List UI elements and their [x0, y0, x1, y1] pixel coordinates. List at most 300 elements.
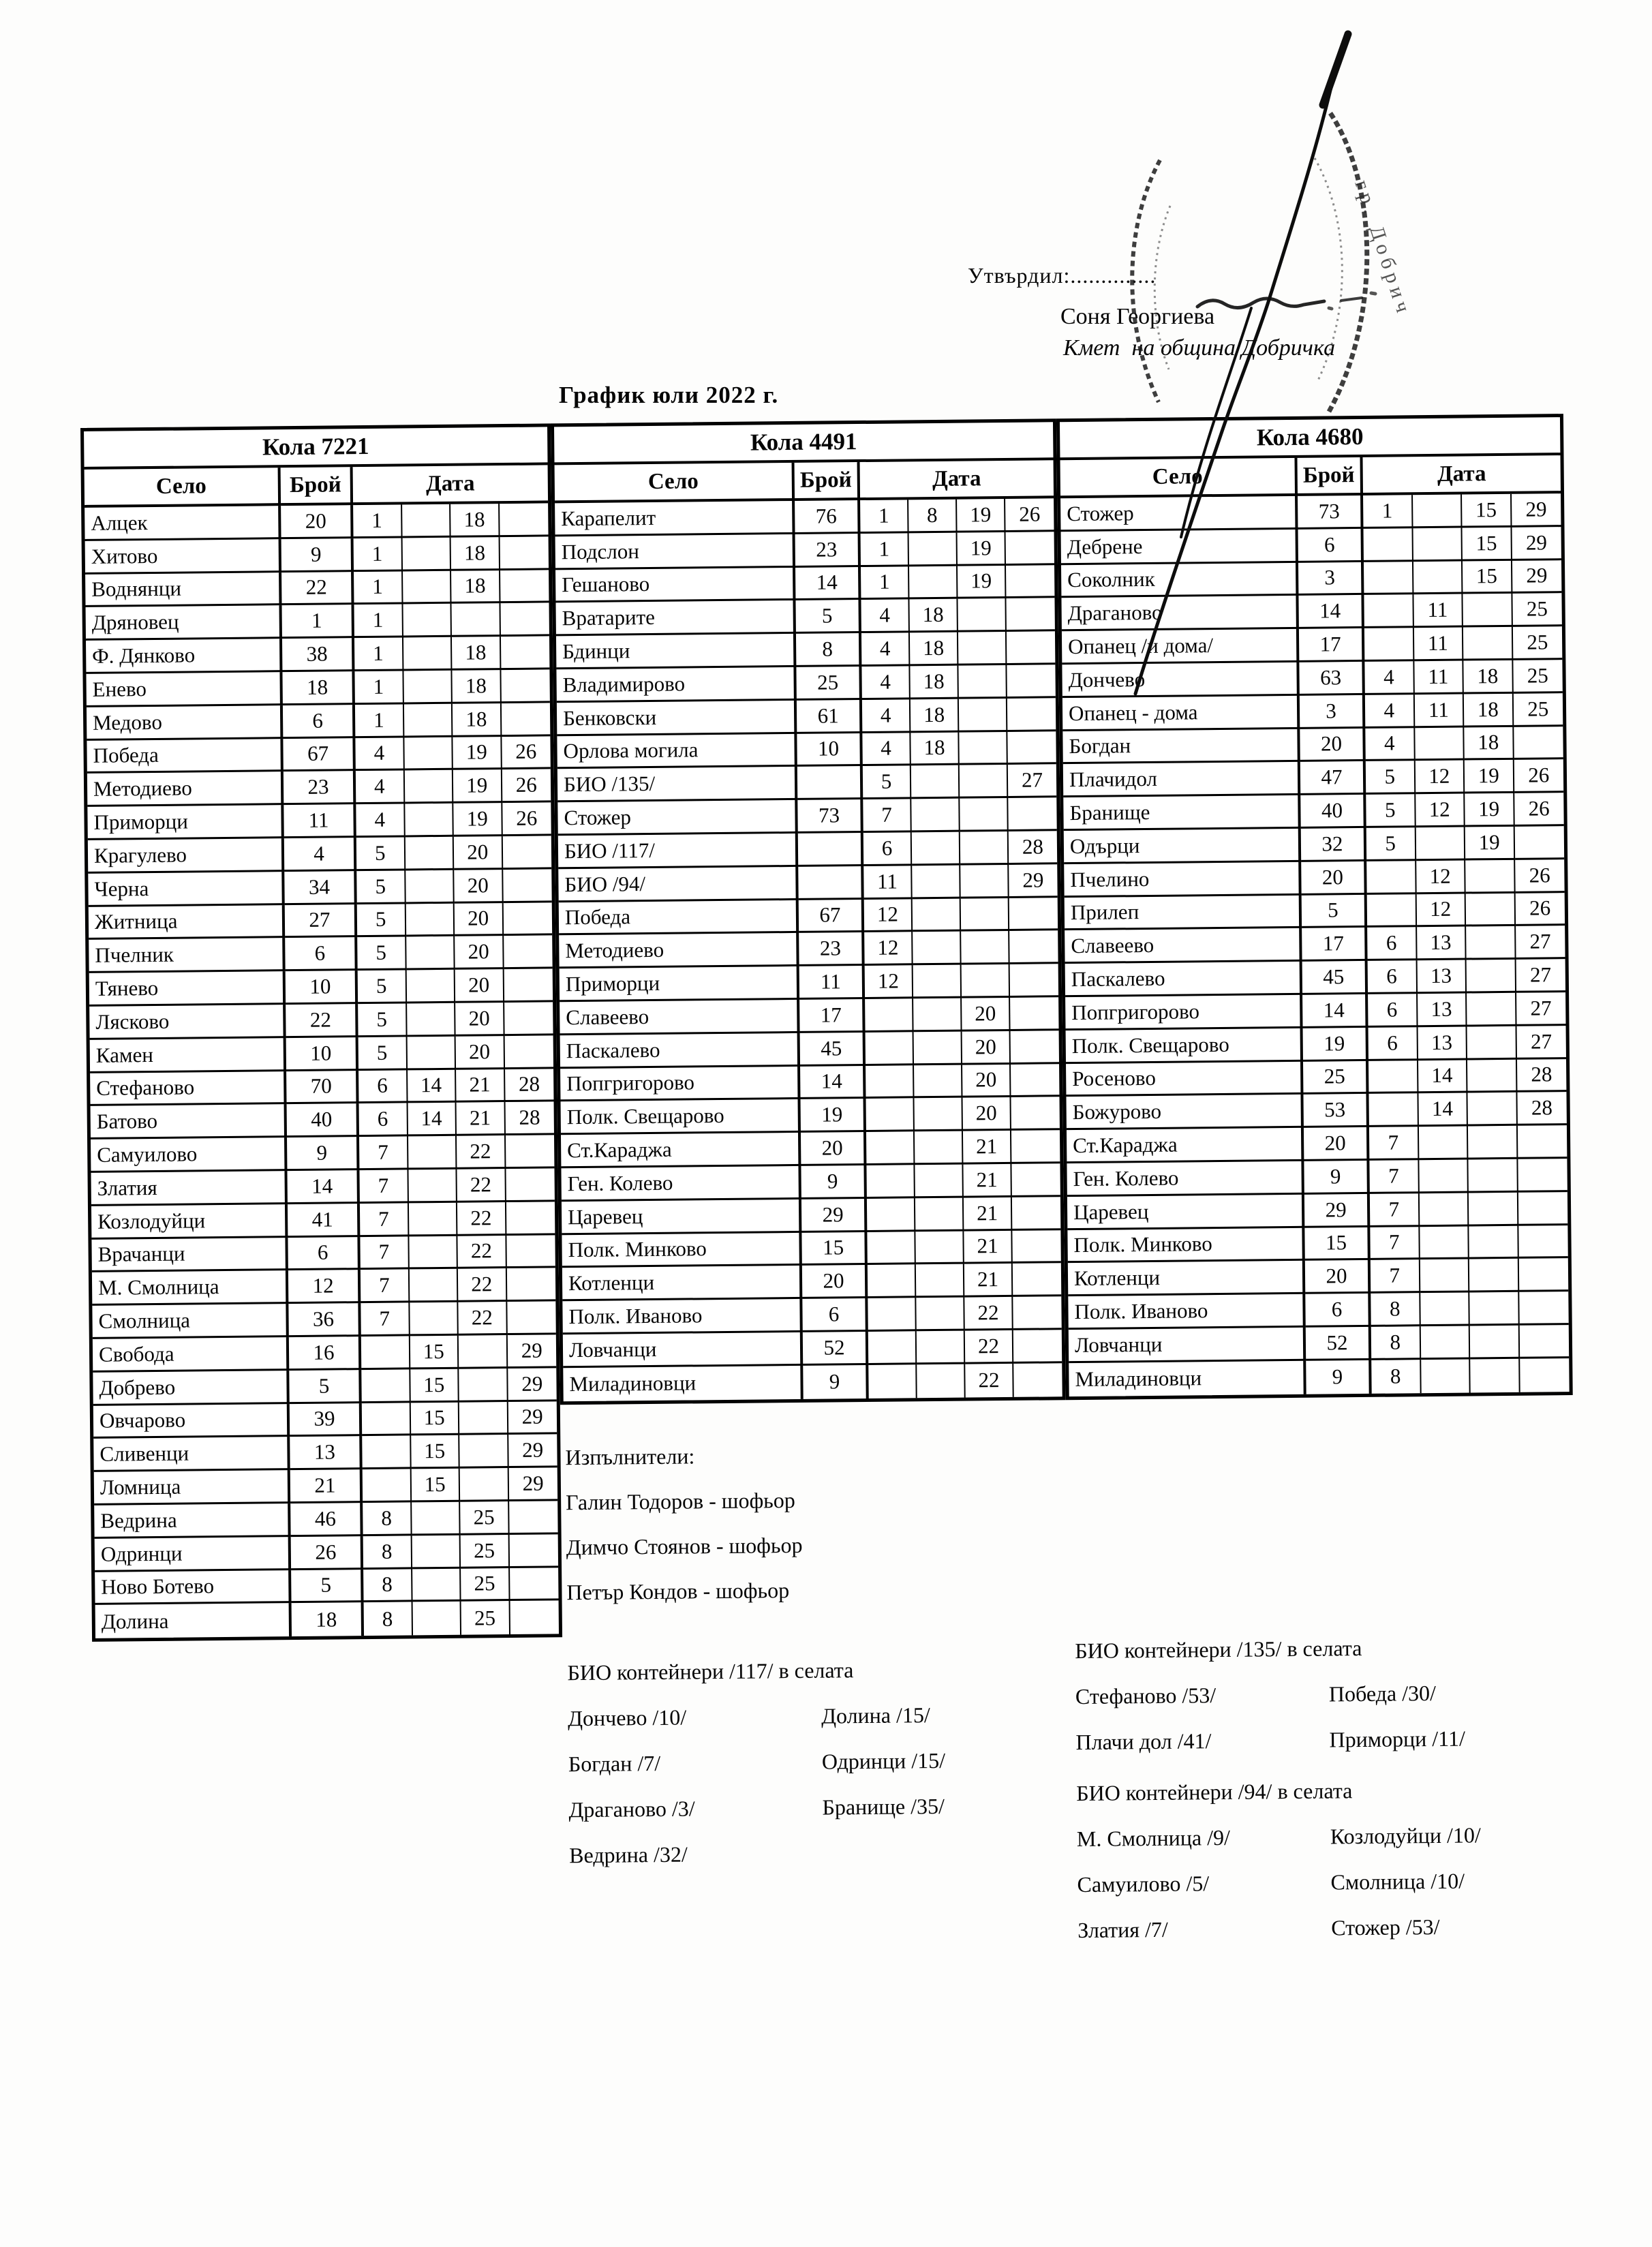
count-cell: 20 [1300, 729, 1365, 763]
table-row [93, 1401, 557, 1439]
column-header-village: Село [85, 468, 281, 508]
date-cell [1006, 598, 1054, 632]
table-row [555, 532, 1054, 570]
date-cell: 6 [1367, 928, 1417, 961]
date-cell [406, 870, 455, 904]
date-cell: 12 [1416, 893, 1466, 927]
table-row [557, 698, 1056, 736]
date-cell: 1 [354, 638, 403, 671]
count-cell: 63 [1299, 662, 1364, 696]
village-cell: Методиево [559, 933, 799, 968]
village-cell: Ст.Караджа [1067, 1128, 1304, 1163]
bio-entry: Богдан /7/ [568, 1750, 661, 1777]
date-cell: 7 [1371, 1260, 1420, 1294]
date-cell: 8 [1371, 1360, 1421, 1393]
village-cell: Полк. Иваново [1068, 1294, 1305, 1330]
date-cell: 25 [461, 1601, 510, 1634]
date-cell [503, 902, 552, 936]
column-header-count: Брой [1298, 457, 1364, 496]
table-row [560, 1064, 1059, 1102]
village-cell: Ф. Дянково [86, 639, 282, 674]
date-cell [960, 831, 1009, 865]
bio-row [568, 1691, 1075, 1741]
date-cell [913, 898, 961, 932]
count-cell: 67 [799, 900, 864, 934]
table-row [557, 731, 1056, 769]
date-cell [1519, 1325, 1569, 1358]
date-cell [1466, 893, 1516, 926]
date-cell [1415, 727, 1465, 761]
date-cell [500, 570, 549, 603]
date-cell [1466, 926, 1516, 960]
table-row [95, 1601, 559, 1638]
date-cell [911, 799, 960, 832]
village-cell: Стожер [557, 800, 797, 836]
table-row [555, 498, 1054, 536]
count-cell: 9 [1306, 1360, 1371, 1394]
table-body [555, 498, 1062, 1401]
village-cell: БИО /94/ [558, 867, 798, 902]
date-cell: 1 [354, 605, 403, 638]
date-cell [408, 1136, 457, 1170]
date-cell [406, 936, 455, 970]
village-cell: Полк. Свещарово [561, 1099, 801, 1135]
village-cell: Божурово [1066, 1095, 1303, 1130]
count-cell: 14 [800, 1066, 866, 1100]
village-cell: Житница [89, 905, 285, 941]
date-cell: 5 [357, 937, 406, 970]
bio-entry: Приморци /11/ [1329, 1726, 1466, 1752]
date-cell [1518, 1258, 1568, 1291]
village-cell: Победа [87, 739, 283, 774]
date-cell: 5 [1366, 761, 1416, 795]
approver-title: Кмет на община Добричка [1063, 335, 1336, 361]
date-cell: 11 [1413, 594, 1463, 628]
count-cell: 29 [1304, 1194, 1370, 1228]
village-cell: Опанец - дома [1062, 696, 1300, 731]
village-cell: Ген. Колево [561, 1166, 801, 1202]
table-row [86, 637, 549, 674]
table-row [92, 1301, 555, 1339]
date-cell [868, 1265, 916, 1298]
date-cell [405, 837, 454, 870]
table-row [86, 669, 549, 707]
village-cell: Воднянци [85, 572, 281, 608]
date-cell [403, 704, 453, 737]
table-row [1068, 1291, 1568, 1330]
bio-entry: Плачи дол /41/ [1075, 1728, 1212, 1755]
date-cell [1467, 1026, 1517, 1060]
count-cell: 10 [286, 1037, 358, 1071]
table-row [93, 1334, 556, 1372]
count-cell: 26 [291, 1536, 363, 1570]
date-cell: 7 [359, 1137, 408, 1170]
table-body [85, 503, 559, 1638]
count-cell: 14 [287, 1170, 359, 1204]
date-cell: 22 [458, 1268, 507, 1302]
date-cell: 22 [458, 1302, 507, 1335]
date-cell [506, 1268, 555, 1302]
count-cell: 14 [1302, 994, 1368, 1028]
date-cell [502, 836, 551, 869]
table-row [1067, 1225, 1567, 1264]
date-cell: 18 [1464, 727, 1514, 760]
date-cell: 14 [408, 1103, 457, 1136]
date-cell: 7 [1369, 1127, 1419, 1160]
date-cell [914, 1031, 962, 1065]
village-cell: БИО /117/ [558, 834, 798, 869]
date-cell: 1 [861, 566, 909, 600]
date-cell [912, 832, 960, 866]
date-cell [409, 1236, 458, 1269]
date-cell [914, 1098, 962, 1131]
date-cell: 27 [1516, 926, 1565, 959]
bio-entry: Дончево /10/ [568, 1705, 687, 1731]
date-cell: 27 [1516, 1026, 1566, 1059]
table-row [91, 1202, 555, 1239]
village-cell: Одринци [95, 1537, 291, 1572]
count-cell: 6 [285, 937, 357, 971]
count-cell: 6 [1305, 1294, 1371, 1328]
table-row [558, 831, 1057, 869]
village-cell: Полк. Минково [1067, 1227, 1304, 1263]
table-row [557, 765, 1056, 803]
stamp-text: гр. Добрич [1350, 177, 1416, 320]
village-cell: Подслон [555, 534, 795, 570]
date-cell [403, 570, 452, 604]
date-cell [962, 964, 1010, 998]
village-cell: Полк. Минково [562, 1232, 801, 1268]
date-cell [958, 632, 1007, 665]
table-row [1069, 1358, 1569, 1396]
date-cell [1012, 1230, 1060, 1264]
village-cell: Паскалево [560, 1033, 800, 1069]
table-row [89, 1002, 553, 1039]
count-cell: 32 [1301, 828, 1366, 862]
village-cell: Енево [86, 672, 282, 707]
date-cell: 22 [964, 1297, 1013, 1330]
date-cell [459, 1402, 508, 1435]
date-cell [1011, 1030, 1059, 1064]
date-cell: 29 [508, 1401, 557, 1435]
bio-entry: Смолница /10/ [1330, 1868, 1465, 1895]
date-cell: 5 [356, 837, 406, 870]
count-cell: 53 [1303, 1094, 1368, 1128]
date-cell: 22 [457, 1169, 506, 1202]
date-cell [915, 1165, 963, 1198]
village-cell: Смолница [92, 1304, 288, 1339]
village-cell: Владимирово [556, 667, 796, 703]
count-cell: 18 [282, 671, 354, 705]
bio-entry: Драганово /3/ [568, 1796, 695, 1822]
executor-item: Галин Тодоров - шофьор [565, 1488, 795, 1515]
date-cell: 4 [861, 633, 910, 667]
date-cell: 20 [962, 1064, 1011, 1097]
date-cell [917, 1364, 965, 1397]
table-row [1068, 1258, 1568, 1296]
count-cell: 19 [1303, 1028, 1368, 1062]
table-row [560, 964, 1058, 1002]
village-cell: Росеново [1066, 1061, 1303, 1097]
date-cell: 26 [1515, 893, 1565, 926]
table-row [89, 902, 552, 940]
village-cell: Методиево [87, 772, 284, 808]
village-cell: Пчелино [1064, 862, 1301, 898]
date-cell: 26 [1005, 498, 1054, 532]
date-cell: 21 [964, 1197, 1012, 1231]
bio-entry: Златия /7/ [1077, 1916, 1168, 1943]
date-cell: 5 [358, 1037, 408, 1070]
date-cell: 25 [1512, 626, 1562, 660]
table-row [87, 803, 551, 840]
date-cell [361, 1369, 410, 1403]
date-cell [412, 1535, 461, 1568]
executor-item: Петър Кондов - шофьор [566, 1578, 790, 1605]
count-cell: 15 [1304, 1227, 1370, 1261]
table-row [556, 664, 1055, 703]
date-cell [960, 798, 1008, 831]
village-cell: Самуилово [91, 1137, 287, 1173]
date-cell: 27 [1516, 992, 1566, 1026]
date-cell: 22 [965, 1364, 1013, 1397]
count-cell: 20 [802, 1265, 868, 1299]
count-cell: 14 [795, 567, 861, 601]
table-row [90, 1069, 553, 1106]
table-row [563, 1363, 1062, 1401]
table-body [1060, 493, 1570, 1396]
date-cell [1418, 1127, 1468, 1160]
date-cell: 1 [860, 500, 908, 533]
date-cell: 20 [455, 936, 504, 969]
bio-row [569, 1828, 1077, 1878]
date-cell [362, 1436, 411, 1469]
date-cell: 29 [508, 1435, 557, 1468]
date-cell: 26 [502, 803, 551, 836]
date-cell: 11 [1414, 694, 1464, 727]
village-cell: Медово [87, 705, 283, 741]
village-cell: Крагулево [88, 838, 284, 874]
table-row [561, 1163, 1060, 1202]
date-cell: 18 [911, 732, 959, 765]
date-cell [500, 603, 549, 637]
column-header-count: Брой [795, 462, 861, 501]
table-row [93, 1368, 556, 1405]
date-cell: 15 [1462, 494, 1512, 528]
table-row [557, 797, 1056, 836]
date-cell [1514, 826, 1564, 859]
bio-row [1077, 1903, 1585, 1953]
count-cell: 6 [283, 705, 355, 739]
table-row [1063, 793, 1563, 831]
village-cell: Царевец [1067, 1195, 1304, 1230]
date-cell: 6 [1368, 994, 1418, 1027]
village-cell: Приморци [560, 966, 799, 1002]
date-cell: 14 [408, 1069, 457, 1103]
car-table-4680 [1056, 414, 1573, 1400]
document-sheet [80, 414, 1575, 1943]
car-table-title: Кола 7221 [84, 427, 548, 470]
date-cell: 15 [411, 1435, 460, 1469]
car-table-title: Кола 4491 [554, 422, 1054, 465]
table-row [562, 1197, 1060, 1235]
date-cell: 1 [354, 538, 403, 571]
date-cell [866, 1065, 914, 1099]
table-row [88, 869, 551, 906]
date-cell: 6 [1368, 1027, 1418, 1060]
date-cell [1007, 631, 1055, 664]
date-cell: 15 [1463, 560, 1512, 594]
date-cell [1518, 1225, 1568, 1259]
table-row [563, 1330, 1062, 1368]
date-cell [1013, 1264, 1061, 1297]
date-cell [1011, 1163, 1060, 1197]
count-cell: 41 [288, 1204, 360, 1238]
count-cell: 19 [801, 1099, 866, 1133]
date-cell [509, 1501, 558, 1534]
date-cell: 13 [1418, 1026, 1467, 1060]
approver-name: Соня Георгиева [1060, 304, 1215, 329]
date-cell: 25 [1513, 660, 1563, 693]
date-cell: 20 [456, 1036, 505, 1069]
date-cell [506, 1168, 555, 1202]
count-cell: 9 [287, 1137, 359, 1171]
date-cell [500, 503, 549, 536]
bio-row [1077, 1857, 1585, 1908]
date-cell [501, 703, 550, 736]
date-cell: 5 [358, 1003, 407, 1037]
date-cell: 4 [356, 771, 405, 804]
village-cell: Орлова могила [557, 734, 797, 769]
village-cell: Карапелит [555, 501, 795, 536]
count-cell: 9 [1304, 1161, 1369, 1195]
date-cell: 12 [865, 965, 913, 998]
village-cell: Златия [91, 1171, 287, 1206]
date-cell [866, 1165, 915, 1198]
date-cell: 14 [1418, 1060, 1467, 1093]
date-cell: 22 [965, 1330, 1013, 1364]
date-cell: 4 [1365, 728, 1415, 761]
count-cell: 3 [1298, 562, 1364, 596]
date-cell: 11 [1413, 628, 1463, 661]
date-cell [504, 1002, 553, 1035]
village-cell: Прилеп [1065, 895, 1302, 930]
bio-row [1075, 1715, 1583, 1765]
table-row [1064, 826, 1564, 864]
date-cell: 22 [457, 1202, 506, 1236]
date-cell: 20 [962, 1031, 1011, 1065]
count-cell: 27 [285, 904, 357, 938]
date-cell: 21 [457, 1102, 506, 1135]
village-cell: Полк. Свещарово [1066, 1028, 1303, 1064]
table-row [89, 936, 552, 973]
village-cell: Попгригорово [560, 1066, 800, 1101]
date-cell [409, 1269, 458, 1302]
column-header-village: Село [1060, 458, 1298, 498]
date-cell: 6 [1368, 960, 1418, 994]
date-cell: 18 [453, 703, 502, 737]
date-cell [1364, 562, 1413, 595]
count-cell: 9 [803, 1365, 868, 1399]
count-cell: 45 [800, 1033, 866, 1067]
table-row [558, 864, 1057, 902]
date-cell: 4 [1364, 661, 1414, 694]
table-row [1066, 1059, 1566, 1097]
table-row [555, 598, 1054, 637]
date-cell [1467, 993, 1516, 1026]
village-cell: Паскалево [1065, 962, 1302, 997]
village-cell: Дончево [1062, 662, 1299, 698]
date-cell [915, 1131, 963, 1165]
date-cell [506, 1202, 555, 1235]
bio-row [1075, 1669, 1583, 1719]
date-cell: 18 [451, 570, 500, 604]
date-cell: 6 [358, 1070, 408, 1103]
date-cell: 21 [963, 1164, 1011, 1197]
date-cell: 19 [453, 737, 502, 770]
date-cell: 18 [451, 537, 500, 570]
village-cell: Ген. Колево [1067, 1161, 1304, 1197]
date-cell [916, 1298, 964, 1331]
count-cell: 20 [801, 1132, 866, 1166]
table-row [562, 1296, 1061, 1334]
date-cell: 22 [457, 1236, 506, 1269]
table-row [1061, 560, 1561, 598]
date-cell: 14 [1418, 1093, 1468, 1127]
date-cell: 7 [1369, 1160, 1419, 1193]
village-cell: Батово [91, 1104, 287, 1140]
count-cell: 10 [797, 733, 862, 767]
date-cell: 7 [1370, 1193, 1420, 1227]
date-cell [868, 1298, 916, 1331]
date-cell [506, 1235, 555, 1268]
date-cell [403, 604, 452, 637]
count-cell: 25 [796, 667, 861, 701]
date-cell: 12 [1415, 761, 1465, 794]
count-cell: 6 [288, 1237, 360, 1271]
count-cell [798, 833, 863, 867]
date-cell [404, 770, 453, 804]
table-row [1065, 893, 1565, 931]
date-cell [1364, 628, 1414, 661]
date-cell: 28 [1517, 1092, 1567, 1125]
car-table-title: Кола 4680 [1060, 417, 1561, 460]
date-cell [1013, 1363, 1062, 1396]
count-cell: 46 [290, 1503, 363, 1537]
count-cell: 73 [1298, 495, 1363, 530]
date-cell: 18 [452, 670, 501, 703]
village-cell: Приморци [87, 805, 284, 840]
table-row [94, 1501, 557, 1538]
count-cell: 11 [799, 966, 865, 1000]
date-cell [1470, 1326, 1520, 1359]
date-cell [911, 765, 960, 799]
date-cell [1366, 861, 1416, 894]
bio-entry: М. Смолница /9/ [1076, 1824, 1231, 1852]
date-cell [452, 603, 501, 637]
table-row [561, 1130, 1060, 1168]
date-cell: 5 [1366, 827, 1416, 861]
table-row [1065, 992, 1565, 1030]
count-cell: 23 [284, 771, 356, 806]
date-cell: 11 [1414, 661, 1464, 694]
executors-title: Изпълнители: [565, 1443, 695, 1470]
date-cell [1006, 565, 1054, 598]
date-cell: 29 [508, 1467, 557, 1501]
date-cell [407, 1037, 456, 1070]
date-cell: 8 [1371, 1293, 1420, 1326]
date-cell [912, 865, 960, 898]
date-cell: 21 [963, 1131, 1011, 1164]
